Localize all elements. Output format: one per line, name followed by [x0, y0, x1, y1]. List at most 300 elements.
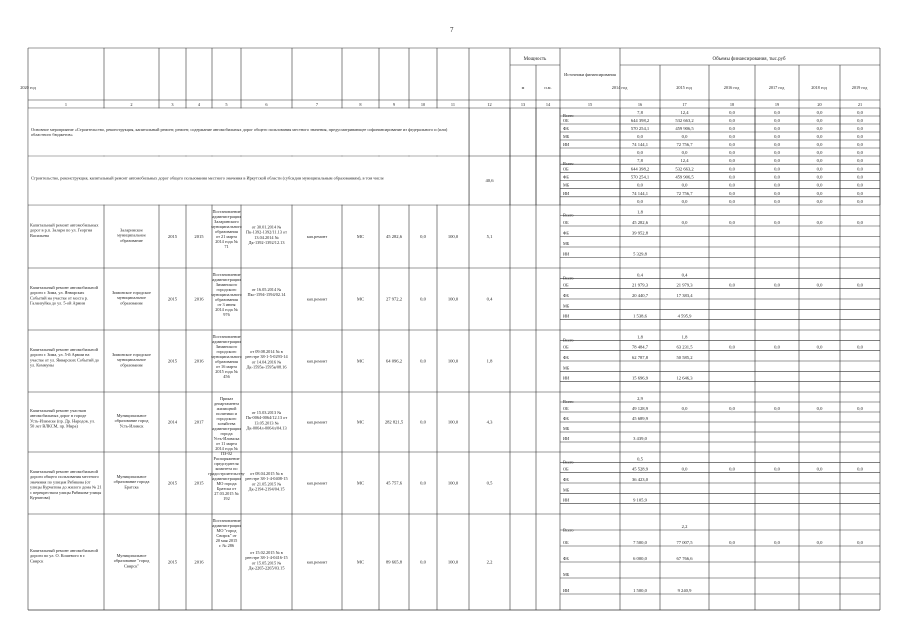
- section-1-value: 0,0: [729, 118, 735, 123]
- object-2-value: 21 979,3: [631, 282, 649, 288]
- object-2-value: 0,0: [729, 282, 735, 288]
- column-number: 14: [545, 102, 551, 107]
- object-5-value: 0,0: [774, 466, 780, 472]
- object-1-customer-line: образование: [120, 237, 143, 243]
- section-1-value: 532 663,2: [675, 118, 694, 123]
- object-1-expertise-line: Пк-1392-1392/11.13 от: [246, 229, 287, 235]
- section-1-value: 7,8: [637, 110, 643, 115]
- object-3-work: кап.ремонт: [306, 358, 328, 364]
- column-number: 2: [130, 102, 133, 107]
- object-1-decree-line: муниципального: [211, 224, 242, 229]
- object-1-start: 2015: [167, 234, 178, 239]
- object-5-customer: [114, 474, 150, 489]
- column-number: 3: [171, 102, 174, 107]
- object-2-source-МБ: МБ: [563, 303, 570, 309]
- object-4-decree-line: Усть-Илимска: [213, 436, 240, 441]
- object-4-decree-line: Приказ: [219, 396, 234, 401]
- object-6-customer-line: Муниципальное: [116, 553, 147, 558]
- section-2-value: 0,0: [774, 182, 780, 188]
- object-6-decree-line: администрации: [212, 523, 241, 528]
- object-5-value: 0,0: [681, 466, 688, 472]
- object-6-source-ОБ: ОБ: [563, 540, 569, 545]
- section-2-value: 74 144,1: [631, 190, 649, 196]
- object-6-source-ИИ: ИИ: [563, 588, 570, 593]
- object-6-name-line: Капитальный ремонт автомобильной: [30, 548, 98, 553]
- object-4-cost: 282 821,5: [384, 419, 404, 425]
- object-6-decree-line: Постановление: [212, 518, 241, 523]
- object-4-decree-line: города: [220, 431, 233, 436]
- section-1-value: 0,0: [816, 110, 823, 115]
- object-3-source-ОБ: ОБ: [563, 344, 569, 350]
- object-3-value: 62 787,8: [631, 355, 649, 360]
- object-6-name: [30, 548, 99, 563]
- section-1-value: 0,0: [857, 118, 863, 123]
- object-3-decree-line: Постановление: [212, 334, 241, 339]
- object-6-decree: [212, 518, 241, 548]
- object-4-value: 0,0: [857, 406, 863, 411]
- object-2-decree: [211, 272, 242, 317]
- object-5-value: 9 105,9: [633, 497, 647, 503]
- section-2-value: 0,0: [857, 199, 863, 204]
- section-1-value: 0,0: [816, 134, 823, 139]
- object-3-expertise-line: реестре 38-1-5-0293-14: [245, 354, 288, 360]
- object-3-value: 1,8: [681, 334, 688, 340]
- column-number: 10: [420, 102, 426, 107]
- section-1-value: 72 756,7: [676, 142, 693, 147]
- object-5-cost: 45 757,6: [385, 480, 403, 486]
- section-2-value: 0,0: [816, 190, 823, 196]
- object-1-decree-line: 71: [224, 244, 229, 249]
- object-2-value: 17 383,4: [676, 293, 693, 298]
- section-1-value: 0,0: [681, 150, 688, 155]
- section-2-value: 0,0: [816, 174, 823, 180]
- object-3-decree-line: муниципального: [211, 354, 242, 359]
- object-2-source-total: Всего: [563, 275, 574, 281]
- section-2-value: 7,8: [637, 158, 643, 164]
- section-2-value: 0,0: [729, 199, 735, 204]
- object-2-cost: 27 972,2: [385, 296, 403, 302]
- object-2-percent: 100,0: [447, 296, 459, 302]
- object-6-value: 9 240,9: [677, 588, 692, 593]
- section-1-value: 0,0: [774, 126, 780, 131]
- object-4-cost2: 0,0: [420, 419, 426, 425]
- object-4-name-line: 50 лет ВЛКСМ, пр. Мира): [30, 423, 78, 429]
- section-2-value: 459 906,5: [675, 174, 694, 180]
- section-2-value: 0,0: [637, 199, 643, 204]
- object-4-value: 49 128,9: [631, 406, 649, 411]
- column-number: 21: [857, 102, 863, 107]
- section-1-label-line: областного бюджетов»: [31, 132, 73, 138]
- object-1-decree-line: образования: [215, 229, 238, 234]
- section-2-power: 40,6: [485, 178, 494, 183]
- object-4-decree-line: городского: [216, 416, 237, 421]
- section-2-value: 0,0: [857, 174, 863, 180]
- column-number: 6: [265, 102, 268, 107]
- object-5-power: 0,5: [486, 480, 493, 486]
- object-6-value: 1 500,0: [633, 588, 647, 593]
- object-6-customer: [114, 553, 150, 568]
- object-2-decree-line: Зиминского: [215, 282, 238, 287]
- column-number: 18: [729, 102, 735, 107]
- header-years: [20, 85, 868, 90]
- object-3-decree-line: 456: [223, 374, 230, 379]
- object-3-decree-line: от 16 марта: [216, 364, 237, 369]
- object-6-expertise: [245, 550, 287, 571]
- object-1-value: 0,0: [729, 220, 735, 225]
- section-1-value: 459 906,5: [675, 126, 694, 131]
- object-4-decree-line: 2014 года №: [215, 446, 238, 451]
- object-1-power: 5,1: [486, 234, 493, 239]
- object-2-decree-line: администрации: [212, 277, 241, 282]
- section-merged-cell: [28, 156, 468, 204]
- object-4-customer-line: Усть-Илимск: [119, 423, 144, 429]
- object-6-percent: 100,0: [447, 559, 459, 565]
- object-1-source-ОБ: ОБ: [563, 220, 569, 225]
- column-number: 15: [587, 102, 593, 107]
- object-2-decree-line: Постановление: [212, 272, 241, 277]
- section-merged-cell: [28, 108, 468, 155]
- object-6-name-line: дороги по ул. О. Кошевого в г.: [30, 553, 86, 559]
- object-3-decree-line: 2015 года №: [215, 369, 238, 374]
- section-1-value: 0,0: [816, 150, 823, 155]
- object-5-source-ОБ: ОБ: [563, 466, 569, 472]
- object-1-source-total: Всего: [563, 212, 574, 218]
- section-1-value: 0,0: [729, 134, 735, 139]
- object-5-name-line: Капитальный ремонт автомобильной: [30, 469, 98, 474]
- object-2-work: кап.ремонт: [306, 296, 328, 302]
- object-3-value: 1,8: [637, 334, 643, 340]
- section-2-value: 0,0: [857, 158, 863, 164]
- header-year: 2020 год: [20, 85, 36, 90]
- object-5-customer-line: Братска: [124, 484, 139, 490]
- object-3-customer-line: муниципальное: [117, 357, 146, 363]
- object-3-value: 15 696,9: [631, 375, 649, 381]
- object-1-value: 45 282,6: [631, 220, 649, 225]
- object-6-value: 77 007,5: [676, 540, 693, 545]
- object-3-end: 2016: [194, 358, 204, 364]
- section-2-value: 0,0: [729, 190, 735, 196]
- object-5-customer-line: образование города: [113, 479, 150, 485]
- object-4-start: 2014: [167, 419, 178, 425]
- object-2-value: 0,0: [857, 282, 863, 288]
- object-1-expertise: [246, 225, 287, 246]
- object-1-expertise-line: от 30.01.2014 №: [251, 224, 282, 230]
- object-2-value: 0,4: [637, 272, 643, 278]
- column-number: 16: [637, 102, 643, 107]
- section-2-value: 0,0: [857, 190, 863, 196]
- object-6-decree-line: 20 мая 2015: [215, 538, 238, 543]
- object-1-value: 0,0: [774, 220, 780, 225]
- object-4-customer-line: образование город: [114, 418, 149, 424]
- header-funding: Объемы финансирования, тыс.руб: [712, 57, 786, 62]
- object-6-value: 67 766,6: [676, 556, 693, 561]
- object-4-percent: 100,0: [447, 419, 459, 425]
- object-4-value: 0,0: [729, 406, 735, 411]
- section-2-value: 0,0: [774, 190, 780, 196]
- object-3-cost2: 0,0: [420, 358, 426, 364]
- object-2-form: МС: [356, 296, 365, 302]
- section-1-value: 0,0: [774, 110, 780, 115]
- object-3-power: 1,8: [486, 358, 493, 364]
- object-4-decree-line: администрации: [212, 426, 241, 431]
- object-1-work: кап.ремонт: [306, 234, 328, 239]
- object-6-end: 2016: [194, 559, 204, 565]
- object-5-decree-line: 192: [223, 496, 230, 501]
- object-4-source-МБ: МБ: [563, 426, 570, 431]
- section-1-value: 0,0: [774, 142, 780, 147]
- section-2-value: 0,0: [774, 174, 780, 180]
- section-1-value: 0,0: [774, 134, 780, 139]
- object-6-power: 2,2: [486, 559, 493, 565]
- object-2-decree-line: муниципального: [211, 292, 242, 297]
- section-2-label-line: Строительство, реконструкция, капитальный ремонт автомобильных дорог общего пользования местного значения в Иркутской области (субсидии муниципальным образованиям), в том числе: [31, 175, 384, 181]
- object-6-expertise-line: от 15.05.2015 №: [251, 560, 282, 566]
- object-4-decree-line: политики и: [216, 411, 237, 416]
- object-6-form: МС: [356, 559, 365, 565]
- object-1-value: 1,8: [637, 209, 643, 215]
- object-1-decree-line: от 21 марта: [216, 234, 237, 239]
- section-2-value: 0,0: [729, 182, 735, 188]
- section-2-value: 0,0: [816, 182, 823, 188]
- object-4-value: 3 439,0: [633, 436, 647, 441]
- object-3-cost: 64 096,2: [385, 358, 403, 364]
- object-6-decree-line: Свирск" от: [216, 533, 237, 538]
- object-2-customer-line: муниципальное: [117, 295, 146, 301]
- section-2-value: 0,0: [857, 182, 863, 188]
- object-6-value: 0,0: [857, 540, 863, 545]
- object-2-decree-line: образования: [215, 297, 238, 302]
- object-5-decree-line: председателя: [214, 461, 239, 466]
- section-2-value: 0,0: [681, 182, 688, 188]
- object-6-value: 2,2: [681, 524, 688, 529]
- object-4-value: 0,0: [681, 406, 688, 411]
- object-4-name-line: автомобильных дорог в городе: [30, 413, 87, 419]
- header-year: 2015 год: [676, 85, 692, 90]
- section-2-value: 72 756,7: [676, 190, 693, 196]
- object-2-expertise: [248, 287, 287, 297]
- object-1-cost: 45 282,6: [385, 234, 403, 239]
- section-2-value: 0,0: [774, 158, 780, 164]
- funding-table: [20, 48, 880, 610]
- object-3-source-МБ: МБ: [563, 365, 570, 371]
- section-2-value: 0,0: [681, 199, 688, 204]
- object-2-customer: [112, 290, 151, 305]
- object-2-value: 0,0: [816, 282, 823, 288]
- object-4-work: кап.ремонт: [306, 419, 328, 425]
- object-1-decree-line: Заларинского: [214, 219, 239, 224]
- object-2-decree-line: 976: [223, 312, 230, 317]
- object-4-decree-line: от 11 марта: [216, 441, 237, 446]
- object-5-value: 0,0: [857, 466, 863, 472]
- object-5-decree-line: Распоряжение: [213, 456, 240, 461]
- section-1-value: 12,4: [680, 110, 689, 115]
- header-year: 2019 год: [851, 85, 868, 90]
- section-1-value: 0,0: [857, 126, 863, 131]
- section-1-value: 644 398,2: [630, 118, 650, 123]
- object-6-expertise-line: Дк-2265-2265/03.15: [248, 565, 285, 571]
- object-4-name-line: Усть-Илимске (пр. Др. Народов, ул.: [30, 418, 95, 424]
- table-header: [522, 57, 786, 90]
- object-1-value: 39 952,8: [631, 230, 649, 236]
- object-1-source-МБ: МБ: [563, 241, 570, 246]
- object-3-expertise: [245, 349, 288, 370]
- object-3-expertise-line: от 14.04.2016 №: [251, 359, 282, 365]
- object-4-source-ОБ: ОБ: [563, 406, 569, 411]
- object-2-name: [30, 285, 99, 306]
- object-5-start: 2015: [167, 480, 178, 486]
- column-number: 17: [682, 102, 687, 107]
- object-1-decree-line: администрации: [212, 214, 241, 219]
- object-2-source-ФБ: ФБ: [563, 293, 569, 298]
- section-2-value: 532 663,2: [675, 166, 694, 172]
- object-6-customer-line: образование "город: [113, 558, 150, 564]
- object-1-expertise-line: 13.04.2014 №: [254, 234, 279, 240]
- object-5-decree-line: 27.03.2015 №: [214, 491, 239, 496]
- section-1-value: 0,0: [729, 142, 735, 147]
- object-6-value: 0,0: [729, 540, 735, 545]
- object-4-decree-line: жилищной: [216, 406, 237, 411]
- object-5-source-ФБ: ФБ: [563, 477, 569, 482]
- header-year: 2014 год: [611, 85, 628, 90]
- header-year: 2016 год: [723, 85, 740, 90]
- object-1-value: 0,0: [857, 220, 863, 225]
- object-3-percent: 100,0: [447, 358, 459, 364]
- column-number: 5: [225, 102, 228, 107]
- page-number: 7: [450, 26, 454, 34]
- object-1-name-line: Капитальный ремонт автомобильных: [30, 222, 99, 228]
- section-2-source-ФБ: ФБ: [563, 174, 569, 180]
- object-3-value: 50 585,2: [676, 355, 693, 360]
- object-3-value: 63 231,5: [676, 344, 693, 350]
- section-1-source-МБ: МБ: [563, 134, 570, 139]
- object-1-decree-line: Постановление: [212, 209, 241, 214]
- object-2-start: 2015: [167, 296, 178, 302]
- object-5-expertise-line: от 08.04.2015 № в: [250, 471, 283, 476]
- column-number: 13: [520, 102, 526, 107]
- object-1-cost2: 0,0: [420, 234, 426, 239]
- object-4-name: [30, 408, 95, 430]
- object-3-value: 0,0: [816, 344, 823, 350]
- object-1-source-ФБ: ФБ: [563, 230, 569, 236]
- column-number: 11: [450, 102, 456, 107]
- table-body: [28, 108, 863, 594]
- object-4-source-ФБ: ФБ: [563, 416, 569, 421]
- section-1-source-total: Всего: [563, 112, 574, 118]
- object-2-value: 1 538,6: [633, 313, 647, 319]
- object-4-expertise-line: от 15.03.2013 №: [251, 410, 282, 415]
- header-unit-pm: п.м.: [544, 85, 552, 90]
- section-2-value: 0,0: [774, 199, 780, 204]
- object-6-name-line: Свирск: [30, 558, 44, 564]
- object-4-decree-line: хозяйства: [217, 421, 236, 426]
- header-year: 2017 год: [768, 85, 785, 90]
- object-5-value: 0,0: [729, 466, 735, 472]
- object-1-customer: [117, 228, 146, 243]
- object-6-value: 6 000,0: [633, 556, 647, 561]
- object-2-name-line: дороги г. Зима, ул. Январских: [30, 290, 85, 296]
- object-3-expertise-line: Дк-1595в-1595в/08.16: [246, 364, 287, 370]
- object-5-decree: [208, 456, 245, 501]
- section-1-value: 0,0: [729, 150, 735, 155]
- object-3-customer: [112, 352, 151, 367]
- object-5-expertise-line: Дк-2194-2194/04.15: [248, 486, 285, 492]
- object-6-source-total: Всего: [563, 527, 574, 533]
- section-2-value: 0,0: [637, 182, 643, 188]
- section-1-value: 0,0: [857, 134, 863, 139]
- object-2-cost2: 0,0: [420, 296, 426, 302]
- object-3-name-line: участке от ул. Январских Событий до: [30, 357, 99, 363]
- object-3-expertise-line: от 09.08.2014 № в: [250, 349, 283, 354]
- object-4-source-total: Всего: [563, 399, 574, 404]
- object-2-decree-line: городского: [216, 287, 237, 292]
- section-1-source-ОБ: ОБ: [563, 118, 569, 123]
- section-1-value: 0,0: [729, 126, 735, 131]
- object-2-expertise-line: от 16.05.2014 №: [251, 287, 282, 292]
- object-3-value: 0,0: [729, 344, 735, 350]
- section-2-value: 0,0: [729, 166, 735, 172]
- header-unit-m: м: [521, 85, 525, 90]
- column-number: 20: [817, 102, 822, 107]
- section-1-value: 0,0: [816, 126, 823, 131]
- object-3-decree: [211, 334, 242, 379]
- section-2-value: 644 398,2: [630, 166, 650, 172]
- object-5-value: 45 528,9: [631, 466, 649, 472]
- object-5-decree-line: Братска от: [216, 486, 237, 491]
- object-6-cost2: 0,0: [420, 559, 426, 565]
- section-2-source-ОБ: ОБ: [563, 166, 569, 172]
- object-4-name-line: Капитальный ремонт участков: [30, 408, 87, 413]
- object-2-name-line: Капитальный ремонт автомобильной: [30, 285, 98, 290]
- object-1-percent: 100,0: [447, 234, 459, 239]
- object-2-decree-line: от 3 июня: [217, 302, 236, 307]
- section-1-value: 0,0: [857, 110, 863, 115]
- object-2-value: 0,4: [681, 272, 688, 278]
- section-2-source-МБ: МБ: [563, 182, 570, 188]
- section-1-value: 0,0: [816, 118, 823, 123]
- section-2-value: 0,0: [816, 166, 823, 172]
- object-3-name-line: Капитальный ремонт автомобильной: [30, 347, 98, 352]
- object-5-percent: 100,0: [447, 480, 459, 486]
- header-power: Мощность: [523, 57, 547, 62]
- object-2-customer-line: Зиминское городское: [112, 290, 151, 295]
- object-2-source-ИИ: ИИ: [563, 313, 570, 319]
- object-1-value: 0,0: [816, 220, 823, 225]
- object-5-decree-line: градостроительству: [208, 471, 245, 476]
- section-1-value: 0,0: [729, 110, 735, 115]
- object-6-value: 0,0: [774, 540, 780, 545]
- column-number: 9: [392, 102, 396, 107]
- section-1-label-line: Основное мероприятие «Строительство, реконструкция, капитальный ремонт, ремонт, содержание автомобильных дорог общего пользования местного значения, предусматривающее софинансирование из федерального и (или): [31, 127, 448, 132]
- section-1-value: 0,0: [857, 150, 863, 155]
- object-3-decree-line: администрации: [212, 339, 241, 344]
- object-4-power: 4,3: [486, 419, 493, 425]
- object-5-name-line: улицы Курчатова до жилого дома № 21: [30, 484, 102, 490]
- section-2-value: 570 254,1: [630, 174, 650, 180]
- object-4-decree-line: департамента: [214, 401, 239, 406]
- object-4-customer: [115, 413, 150, 428]
- object-6-decree-line: МО "город: [216, 528, 237, 533]
- object-1-customer-line: муниципальное: [117, 232, 146, 238]
- section-2-value: 0,0: [729, 158, 735, 164]
- object-6-customer-line: Свирск": [123, 563, 140, 569]
- object-6-source-ФБ: ФБ: [563, 556, 569, 561]
- object-3-name-line: ул. Коммуны: [30, 362, 54, 368]
- section-1-value: 570 254,1: [630, 126, 650, 131]
- header-sources: Источники финансирования: [564, 72, 616, 77]
- object-5-decree-line: МО города: [216, 481, 237, 486]
- section-2-value: 0,0: [816, 199, 823, 204]
- section-2-source-ИИ: ИИ: [563, 190, 570, 196]
